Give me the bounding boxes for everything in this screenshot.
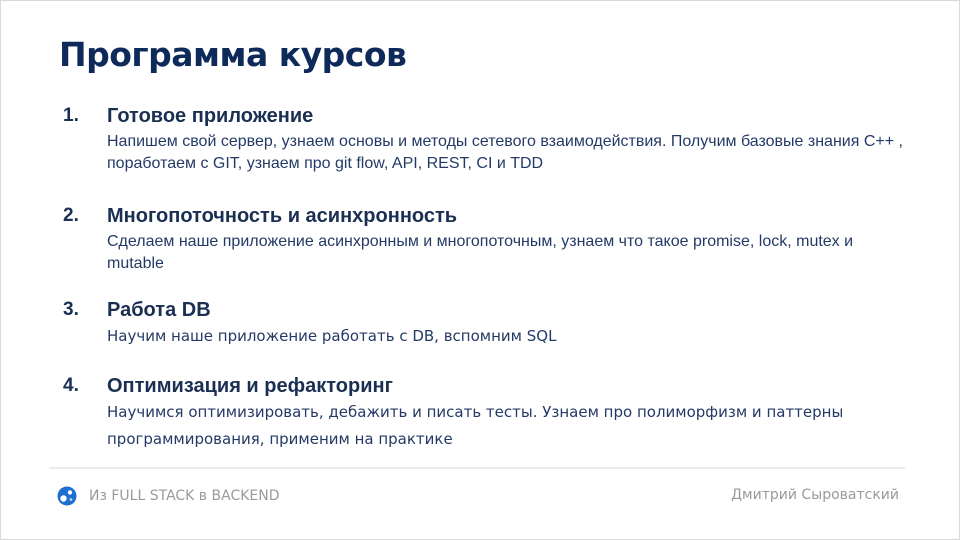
item-heading: Многопоточность и асинхронность [107,205,458,227]
item-description: Напишем свой сервер, узнаем основы и методы сетевого взаимодействия. Получим базовые знания C++ , поработаем с GIT, узнаем про git flow, API, REST, CI и TDD [107,133,903,172]
item-description: Научим наше приложение работать с DB, вспомним SQL [107,327,557,345]
item-heading: Оптимизация и рефакторинг [107,375,393,397]
item-number: 2. [63,205,79,226]
globe-logo-icon [57,486,77,506]
item-description: Научимся оптимизировать, дебажить и писать тесты. Узнаем про полиморфизм и паттерны программирования, применим на практике [107,403,844,448]
item-description: Сделаем наше приложение асинхронным и многопоточным, узнаем что такое promise, lock, mutex и mutable [107,233,854,272]
footer-divider [49,467,905,469]
item-heading: Работа DB [107,299,211,321]
footer-brand [57,485,280,507]
slide-title: Программа курсов [59,35,407,74]
author-name: Дмитрий Сыроватский [731,487,899,503]
item-number: 3. [63,299,79,320]
item-number: 4. [63,375,79,396]
item-heading: Готовое приложение [107,105,314,127]
item-number: 1. [63,105,79,126]
course-name: Из FULL STACK в BACKEND [89,488,280,504]
